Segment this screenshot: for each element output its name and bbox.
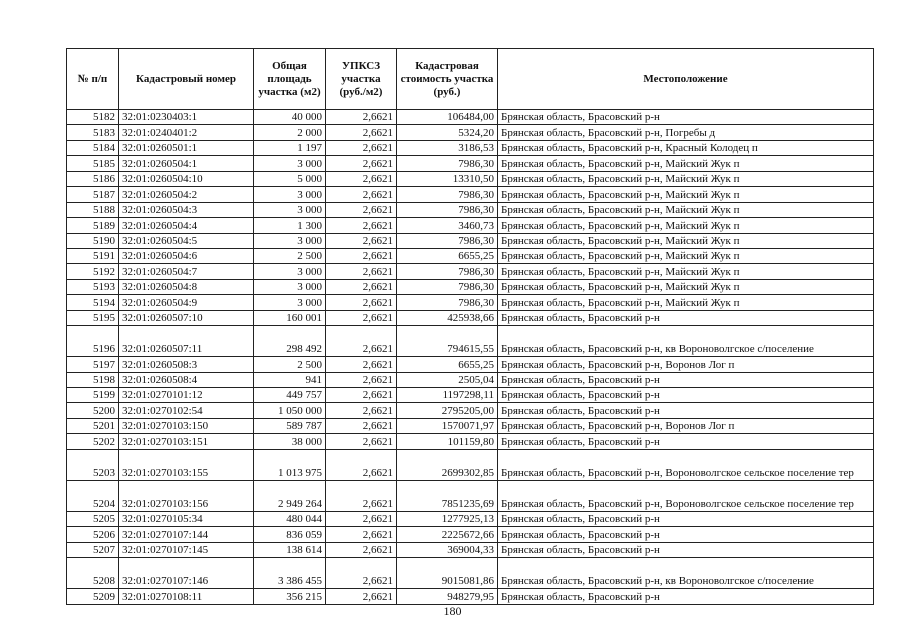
upksz-value: 2,6621 [326, 171, 397, 186]
upksz-value: 2,6621 [326, 156, 397, 171]
table-row [67, 125, 874, 140]
upksz-value: 2,6621 [326, 140, 397, 155]
location-text: Брянская область, Брасовский р-н, Майский Жук п [498, 202, 874, 217]
location-text: Брянская область, Брасовский р-н [498, 527, 874, 542]
row-number: 5204 [67, 480, 119, 511]
table-row [67, 279, 874, 294]
row-number: 5208 [67, 558, 119, 589]
upksz-value: 2,6621 [326, 218, 397, 233]
table-row [67, 202, 874, 217]
area-value: 3 000 [254, 295, 326, 310]
row-number: 5196 [67, 326, 119, 357]
cadastral-number: 32:01:0260504:7 [119, 264, 254, 279]
cost-value: 7986,30 [397, 233, 498, 248]
upksz-value: 2,6621 [326, 542, 397, 557]
cadastral-number: 32:01:0270105:34 [119, 511, 254, 526]
row-number: 5190 [67, 233, 119, 248]
cost-value: 5324,20 [397, 125, 498, 140]
table-row [67, 511, 874, 526]
row-number: 5206 [67, 527, 119, 542]
location-text: Брянская область, Брасовский р-н, Майский Жук п [498, 218, 874, 233]
area-value: 1 197 [254, 140, 326, 155]
header-cadastral: Кадастровый номер [119, 49, 254, 110]
cadastral-number: 32:01:0270103:151 [119, 434, 254, 449]
cadastral-number: 32:01:0260504:10 [119, 171, 254, 186]
table-row [67, 171, 874, 186]
table-row [67, 542, 874, 557]
location-text: Брянская область, Брасовский р-н [498, 403, 874, 418]
header-cost: Кадастровая стоимость участка (руб.) [397, 49, 498, 110]
location-text: Брянская область, Брасовский р-н [498, 542, 874, 557]
cost-value: 2505,04 [397, 372, 498, 387]
cadastral-number: 32:01:0260504:4 [119, 218, 254, 233]
table-row [67, 233, 874, 248]
table-row [67, 295, 874, 310]
table-row [67, 527, 874, 542]
location-text: Брянская область, Брасовский р-н [498, 388, 874, 403]
location-text: Брянская область, Брасовский р-н, Красный Колодец п [498, 140, 874, 155]
cadastral-number: 32:01:0270103:150 [119, 418, 254, 433]
upksz-value: 2,6621 [326, 434, 397, 449]
row-number: 5183 [67, 125, 119, 140]
cadastral-number: 32:01:0260507:11 [119, 326, 254, 357]
cadastral-number: 32:01:0230403:1 [119, 110, 254, 125]
table-row [67, 589, 874, 604]
table-row [67, 418, 874, 433]
area-value: 40 000 [254, 110, 326, 125]
location-text: Брянская область, Брасовский р-н, Майский Жук п [498, 187, 874, 202]
table-row [67, 248, 874, 263]
area-value: 3 386 455 [254, 558, 326, 589]
location-text: Брянская область, Брасовский р-н, Воронов Лог п [498, 418, 874, 433]
cost-value: 2795205,00 [397, 403, 498, 418]
location-text: Брянская область, Брасовский р-н [498, 310, 874, 325]
upksz-value: 2,6621 [326, 511, 397, 526]
area-value: 3 000 [254, 202, 326, 217]
row-number: 5182 [67, 110, 119, 125]
cost-value: 1570071,97 [397, 418, 498, 433]
cadastral-table [66, 48, 874, 605]
upksz-value: 2,6621 [326, 480, 397, 511]
row-number: 5198 [67, 372, 119, 387]
location-text: Брянская область, Брасовский р-н, кв Вороноволгское с/поселение [498, 558, 874, 589]
cadastral-number: 32:01:0270101:12 [119, 388, 254, 403]
cadastral-number: 32:01:0270102:54 [119, 403, 254, 418]
table-header-row [67, 49, 874, 110]
area-value: 138 614 [254, 542, 326, 557]
upksz-value: 2,6621 [326, 558, 397, 589]
row-number: 5191 [67, 248, 119, 263]
cadastral-number: 32:01:0260504:5 [119, 233, 254, 248]
header-num: № п/п [67, 49, 119, 110]
row-number: 5185 [67, 156, 119, 171]
upksz-value: 2,6621 [326, 388, 397, 403]
cadastral-number: 32:01:0270107:146 [119, 558, 254, 589]
area-value: 3 000 [254, 187, 326, 202]
cadastral-number: 32:01:0260504:2 [119, 187, 254, 202]
cost-value: 106484,00 [397, 110, 498, 125]
location-text: Брянская область, Брасовский р-н [498, 372, 874, 387]
header-area: Общая площадь участка (м2) [254, 49, 326, 110]
location-text: Брянская область, Брасовский р-н, Майский Жук п [498, 233, 874, 248]
row-number: 5187 [67, 187, 119, 202]
area-value: 941 [254, 372, 326, 387]
table-row [67, 403, 874, 418]
area-value: 5 000 [254, 171, 326, 186]
table-row [67, 558, 874, 589]
cadastral-number: 32:01:0260501:1 [119, 140, 254, 155]
table-row [67, 156, 874, 171]
table-row [67, 218, 874, 233]
cadastral-number: 32:01:0270103:156 [119, 480, 254, 511]
location-text: Брянская область, Брасовский р-н, Майский Жук п [498, 264, 874, 279]
upksz-value: 2,6621 [326, 187, 397, 202]
cadastral-number: 32:01:0260504:8 [119, 279, 254, 294]
area-value: 2 000 [254, 125, 326, 140]
cadastral-number: 32:01:0260504:9 [119, 295, 254, 310]
table-row [67, 140, 874, 155]
cadastral-number: 32:01:0260504:6 [119, 248, 254, 263]
location-text: Брянская область, Брасовский р-н, Вороноволгское сельское поселение тер [498, 480, 874, 511]
row-number: 5207 [67, 542, 119, 557]
cost-value: 7986,30 [397, 202, 498, 217]
table-row [67, 480, 874, 511]
location-text: Брянская область, Брасовский р-н [498, 589, 874, 604]
table-row [67, 388, 874, 403]
location-text: Брянская область, Брасовский р-н, Погребы д [498, 125, 874, 140]
upksz-value: 2,6621 [326, 202, 397, 217]
cost-value: 369004,33 [397, 542, 498, 557]
area-value: 2 500 [254, 248, 326, 263]
row-number: 5201 [67, 418, 119, 433]
location-text: Брянская область, Брасовский р-н, Майский Жук п [498, 279, 874, 294]
upksz-value: 2,6621 [326, 372, 397, 387]
table-row [67, 372, 874, 387]
location-text: Брянская область, Брасовский р-н, Воронов Лог п [498, 357, 874, 372]
row-number: 5197 [67, 357, 119, 372]
upksz-value: 2,6621 [326, 527, 397, 542]
area-value: 2 949 264 [254, 480, 326, 511]
upksz-value: 2,6621 [326, 248, 397, 263]
cadastral-number: 32:01:0240401:2 [119, 125, 254, 140]
upksz-value: 2,6621 [326, 279, 397, 294]
table-row [67, 110, 874, 125]
cadastral-number: 32:01:0270103:155 [119, 449, 254, 480]
row-number: 5194 [67, 295, 119, 310]
location-text: Брянская область, Брасовский р-н [498, 110, 874, 125]
cost-value: 9015081,86 [397, 558, 498, 589]
page-number: 180 [443, 604, 462, 618]
table-row [67, 326, 874, 357]
location-text: Брянская область, Брасовский р-н, Вороноволгское сельское поселение тер [498, 449, 874, 480]
cadastral-number: 32:01:0260507:10 [119, 310, 254, 325]
location-text: Брянская область, Брасовский р-н [498, 511, 874, 526]
area-value: 3 000 [254, 233, 326, 248]
location-text: Брянская область, Брасовский р-н, Майский Жук п [498, 156, 874, 171]
cost-value: 7986,30 [397, 156, 498, 171]
upksz-value: 2,6621 [326, 110, 397, 125]
row-number: 5193 [67, 279, 119, 294]
area-value: 480 044 [254, 511, 326, 526]
upksz-value: 2,6621 [326, 589, 397, 604]
upksz-value: 2,6621 [326, 310, 397, 325]
location-text: Брянская область, Брасовский р-н, Майский Жук п [498, 295, 874, 310]
cadastral-number: 32:01:0260504:1 [119, 156, 254, 171]
table-row [67, 187, 874, 202]
cost-value: 425938,66 [397, 310, 498, 325]
area-value: 3 000 [254, 156, 326, 171]
row-number: 5205 [67, 511, 119, 526]
cadastral-number: 32:01:0270107:144 [119, 527, 254, 542]
cadastral-number: 32:01:0260508:3 [119, 357, 254, 372]
area-value: 2 500 [254, 357, 326, 372]
area-value: 589 787 [254, 418, 326, 433]
row-number: 5202 [67, 434, 119, 449]
header-location: Местоположение [498, 49, 874, 110]
area-value: 160 001 [254, 310, 326, 325]
cost-value: 7986,30 [397, 187, 498, 202]
area-value: 356 215 [254, 589, 326, 604]
upksz-value: 2,6621 [326, 449, 397, 480]
cost-value: 7986,30 [397, 264, 498, 279]
cost-value: 948279,95 [397, 589, 498, 604]
row-number: 5186 [67, 171, 119, 186]
area-value: 836 059 [254, 527, 326, 542]
table-row [67, 310, 874, 325]
upksz-value: 2,6621 [326, 326, 397, 357]
table-row [67, 264, 874, 279]
cost-value: 1277925,13 [397, 511, 498, 526]
table-row [67, 449, 874, 480]
cost-value: 2225672,66 [397, 527, 498, 542]
cadastral-number: 32:01:0260508:4 [119, 372, 254, 387]
upksz-value: 2,6621 [326, 233, 397, 248]
cost-value: 2699302,85 [397, 449, 498, 480]
area-value: 449 757 [254, 388, 326, 403]
cost-value: 1197298,11 [397, 388, 498, 403]
cost-value: 3186,53 [397, 140, 498, 155]
table-row [67, 434, 874, 449]
cost-value: 6655,25 [397, 357, 498, 372]
area-value: 1 300 [254, 218, 326, 233]
location-text: Брянская область, Брасовский р-н, Майский Жук п [498, 248, 874, 263]
upksz-value: 2,6621 [326, 357, 397, 372]
cost-value: 7986,30 [397, 295, 498, 310]
location-text: Брянская область, Брасовский р-н, кв Вороноволгское с/поселение [498, 326, 874, 357]
area-value: 38 000 [254, 434, 326, 449]
cadastral-number: 32:01:0270108:11 [119, 589, 254, 604]
area-value: 1 050 000 [254, 403, 326, 418]
row-number: 5209 [67, 589, 119, 604]
row-number: 5199 [67, 388, 119, 403]
row-number: 5188 [67, 202, 119, 217]
header-upksz: УПКСЗ участка (руб./м2) [326, 49, 397, 110]
location-text: Брянская область, Брасовский р-н [498, 434, 874, 449]
area-value: 3 000 [254, 264, 326, 279]
cost-value: 7851235,69 [397, 480, 498, 511]
cost-value: 101159,80 [397, 434, 498, 449]
area-value: 1 013 975 [254, 449, 326, 480]
row-number: 5203 [67, 449, 119, 480]
cost-value: 6655,25 [397, 248, 498, 263]
cadastral-number: 32:01:0270107:145 [119, 542, 254, 557]
cadastral-number: 32:01:0260504:3 [119, 202, 254, 217]
cost-value: 13310,50 [397, 171, 498, 186]
table-row [67, 357, 874, 372]
upksz-value: 2,6621 [326, 403, 397, 418]
row-number: 5195 [67, 310, 119, 325]
upksz-value: 2,6621 [326, 418, 397, 433]
cost-value: 794615,55 [397, 326, 498, 357]
area-value: 3 000 [254, 279, 326, 294]
row-number: 5189 [67, 218, 119, 233]
row-number: 5200 [67, 403, 119, 418]
area-value: 298 492 [254, 326, 326, 357]
upksz-value: 2,6621 [326, 295, 397, 310]
upksz-value: 2,6621 [326, 125, 397, 140]
row-number: 5184 [67, 140, 119, 155]
row-number: 5192 [67, 264, 119, 279]
cost-value: 3460,73 [397, 218, 498, 233]
upksz-value: 2,6621 [326, 264, 397, 279]
location-text: Брянская область, Брасовский р-н, Майский Жук п [498, 171, 874, 186]
cost-value: 7986,30 [397, 279, 498, 294]
